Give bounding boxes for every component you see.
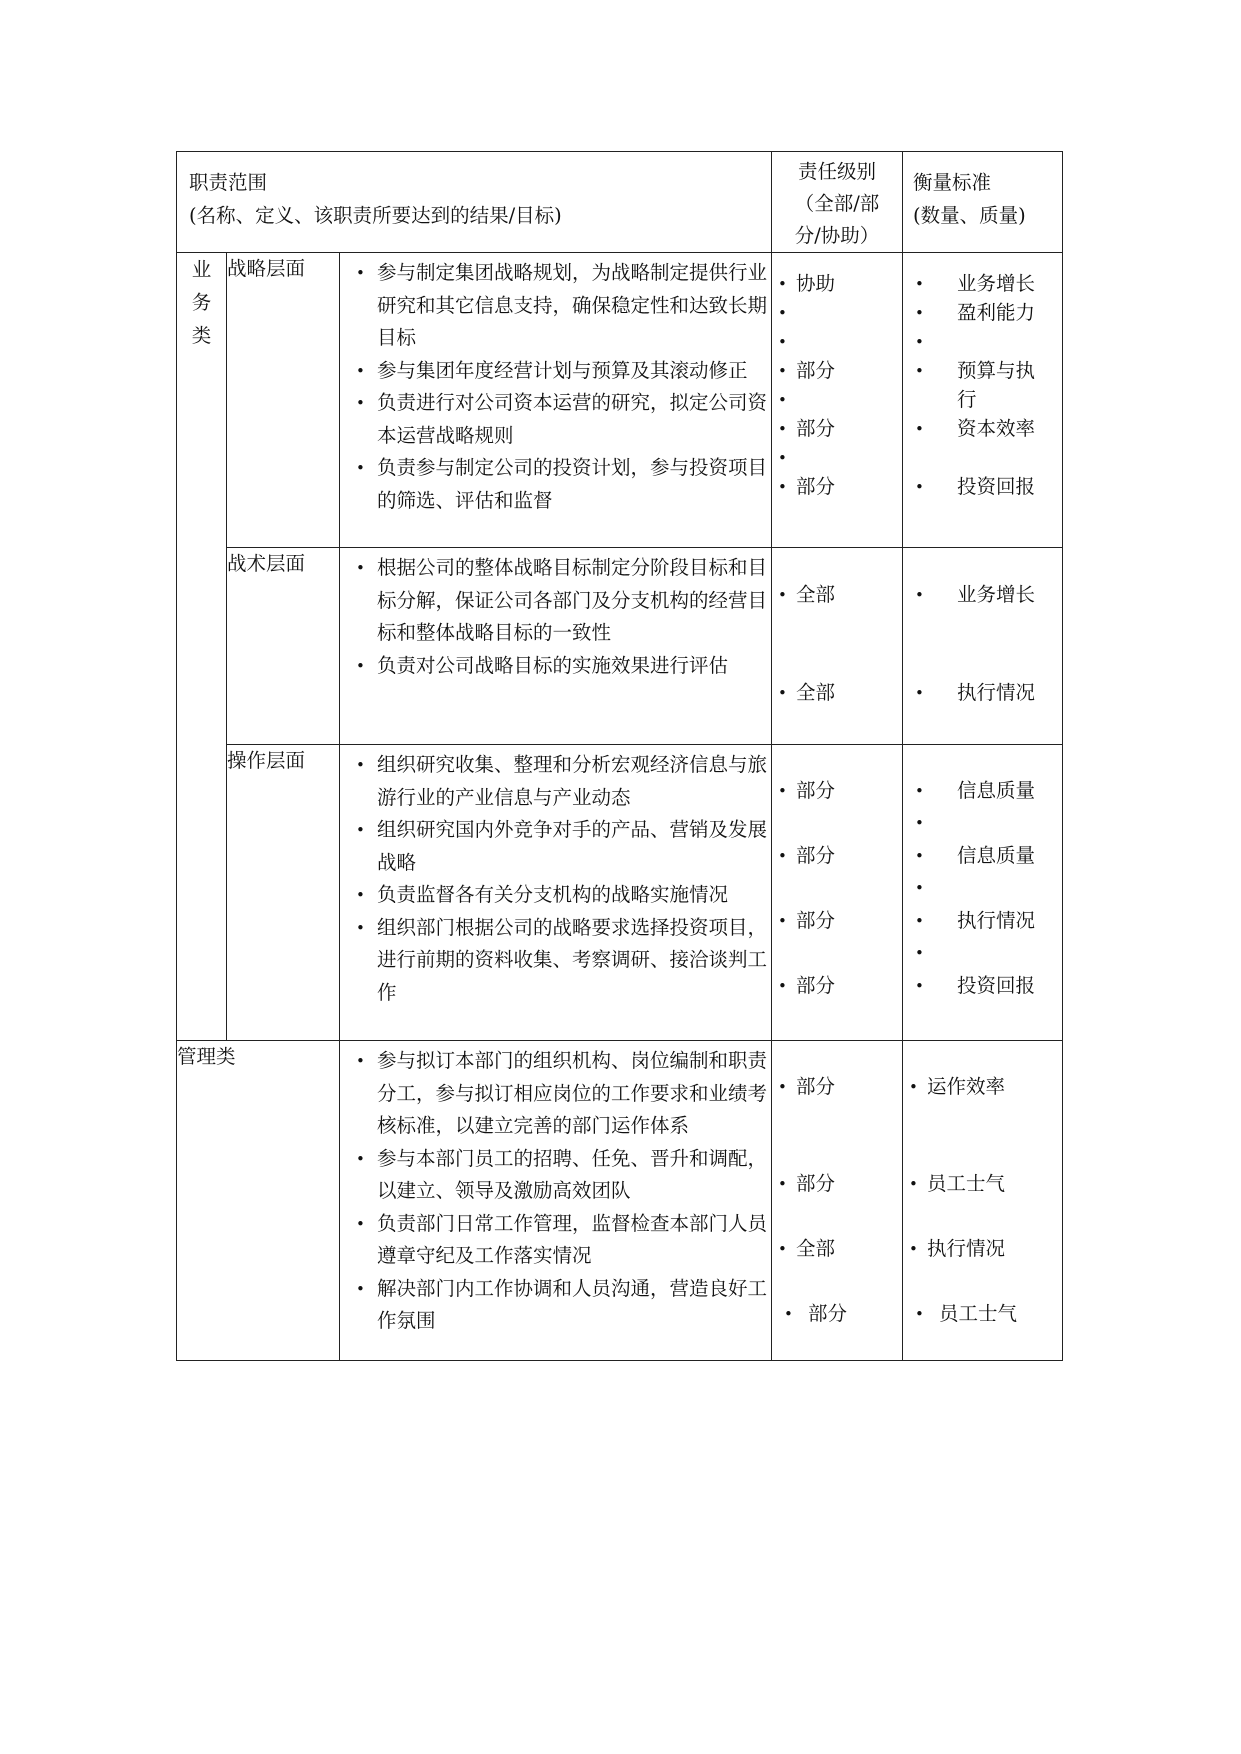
strategy-row <box>177 253 1063 548</box>
business-category-cell <box>177 253 227 1041</box>
list-item: • 根据公司的整体战略目标制定分阶段目标和目标分解，保证公司各部门及分支机构的经营目标和整体战略目标的一致性 <box>340 552 771 650</box>
operations-row <box>177 745 1063 1041</box>
header-level-subtitle-2: 分/协助） <box>794 224 880 247</box>
strategy-standard-cell: • 业务增长 • 盈利能力 • • 预算与执 行 • 资本效率 • 投资回报 <box>903 253 1063 548</box>
strategy-level-cell: • 协助 • • • 部分 • • 部分 • • 部分 <box>772 253 903 548</box>
business-category-label: 业 务 类 <box>191 258 212 347</box>
management-items-cell <box>340 1041 772 1361</box>
header-level-subtitle-1: （全部/部 <box>794 192 880 215</box>
list-item: • 组织研究国内外竞争对手的产品、营销及发展战略 <box>340 814 771 879</box>
list-item: • 组织研究收集、整理和分析宏观经济信息与旅游行业的产业信息与产业动态 <box>340 749 771 814</box>
header-level-cell <box>772 152 903 253</box>
tactics-standard-cell: • 业务增长 • 执行情况 <box>903 548 1063 745</box>
header-standard-title: 衡量标准 <box>913 171 992 194</box>
list-item: • 负责部门日常工作管理，监督检查本部门人员遵章守纪及工作落实情况 <box>340 1208 771 1273</box>
strategy-items-cell <box>340 253 772 548</box>
header-standard-cell <box>903 152 1063 253</box>
list-item: • 负责对公司战略目标的实施效果进行评估 <box>340 650 771 683</box>
management-standard-cell: • 运作效率 • 员工士气 • 执行情况 • 员工士气 <box>903 1041 1063 1361</box>
operations-standard-cell: • 信息质量 • • 信息质量 • • 执行情况 • • 投资回报 <box>903 745 1063 1041</box>
management-level-cell: • 部分 • 部分 • 全部 • 部分 <box>772 1041 903 1361</box>
list-item: • 参与集团年度经营计划与预算及其滚动修正 <box>340 355 771 388</box>
tactics-items-cell <box>340 548 772 745</box>
list-item: • 负责参与制定公司的投资计划，参与投资项目的筛选、评估和监督 <box>340 452 771 517</box>
operations-level-cell: • 部分 • 部分 • 部分 • 部分 <box>772 745 903 1041</box>
list-item: • 组织部门根据公司的战略要求选择投资项目，进行前期的资料收集、考察调研、接洽谈判工作 <box>340 912 771 1010</box>
list-item: • 参与制定集团战略规划，为战略制定提供行业研究和其它信息支持，确保稳定性和达致长期目标 <box>340 257 771 355</box>
management-category-label: 管理类 <box>177 1041 340 1361</box>
header-row <box>177 152 1063 253</box>
header-scope-title: 职责范围 <box>189 171 268 194</box>
list-item: • 负责进行对公司资本运营的研究，拟定公司资本运营战略规则 <box>340 387 771 452</box>
management-row <box>177 1041 1063 1361</box>
list-item: • 负责监督各有关分支机构的战略实施情况 <box>340 879 771 912</box>
header-standard-subtitle: (数量、质量) <box>913 204 1026 227</box>
tactics-row <box>177 548 1063 745</box>
subcategory-tactics: 战术层面 <box>227 548 340 745</box>
list-item: • 参与拟订本部门的组织机构、岗位编制和职责分工，参与拟订相应岗位的工作要求和业绩考核标准，以建立完善的部门运作体系 <box>340 1045 771 1143</box>
subcategory-operations: 操作层面 <box>227 745 340 1041</box>
duty-table <box>176 151 1063 1361</box>
operations-items-cell <box>340 745 772 1041</box>
list-item: • 解决部门内工作协调和人员沟通，营造良好工作氛围 <box>340 1273 771 1338</box>
list-item: • 参与本部门员工的招聘、任免、晋升和调配，以建立、领导及激励高效团队 <box>340 1143 771 1208</box>
header-scope-subtitle: (名称、定义、该职责所要达到的结果/目标) <box>189 204 562 227</box>
header-scope-cell <box>177 152 772 253</box>
header-level-title: 责任级别 <box>798 160 877 183</box>
subcategory-strategy: 战略层面 <box>227 253 340 548</box>
tactics-level-cell: • 全部 • 全部 <box>772 548 903 745</box>
